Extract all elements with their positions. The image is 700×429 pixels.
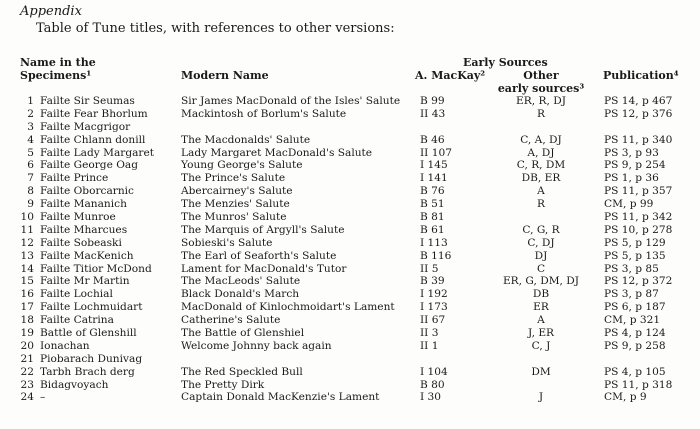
- mackay-ref: B 61: [420, 223, 445, 236]
- row-number: 14: [20, 262, 34, 275]
- mackay-ref: II 43: [420, 107, 446, 120]
- table-row: [0, 340, 700, 353]
- publication-ref: PS 12, p 372: [604, 275, 673, 288]
- publication-ref: CM, p 321: [604, 314, 661, 327]
- header-specimens-line1: Name in the: [20, 56, 96, 69]
- modern-name: The Red Speckled Bull: [181, 365, 303, 378]
- modern-name: MacDonald of Kinlochmoidart's Lament: [181, 301, 395, 314]
- modern-name: Young George's Salute: [181, 159, 303, 172]
- table-row: [0, 172, 700, 185]
- row-number: 23: [20, 378, 34, 391]
- specimen-name: Failte Mananich: [40, 198, 127, 211]
- mackay-ref: B 39: [420, 275, 445, 288]
- publication-ref: PS 4, p 124: [604, 327, 666, 340]
- specimen-name: Failte Sir Seumas: [40, 95, 135, 107]
- mackay-ref: B 80: [420, 378, 445, 391]
- table-row: [0, 95, 700, 108]
- other-sources: C, G, R: [522, 223, 560, 236]
- header-modern-name: Modern Name: [181, 69, 269, 82]
- specimen-name: Failte George Oag: [40, 159, 138, 172]
- mackay-ref: II 5: [420, 262, 439, 275]
- table-row: [0, 327, 700, 340]
- mackay-ref: B 116: [420, 249, 452, 262]
- specimen-name: Bidagvoyach: [40, 378, 109, 391]
- specimen-name: Failte Titior McDond: [40, 262, 152, 275]
- publication-ref: PS 11, p 340: [604, 133, 673, 146]
- mackay-ref: I 192: [420, 288, 448, 301]
- appendix-title: Appendix: [20, 4, 82, 19]
- other-sources: DJ: [534, 249, 548, 262]
- row-number: 22: [20, 365, 34, 378]
- table-row: [0, 121, 700, 134]
- specimen-name: Failte Macgrigor: [40, 120, 131, 133]
- publication-ref: PS 3, p 85: [604, 262, 659, 275]
- table-row: [0, 108, 700, 121]
- table-row: [0, 224, 700, 237]
- table-row: [0, 185, 700, 198]
- header-other-line2: early sources³: [497, 82, 585, 95]
- other-sources: A, DJ: [527, 146, 555, 159]
- row-number: 4: [27, 133, 34, 146]
- row-number: 1: [27, 95, 34, 107]
- specimen-name: Failte Mr Martin: [40, 275, 130, 288]
- publication-ref: PS 9, p 254: [604, 159, 666, 172]
- modern-name: Captain Donald MacKenzie's Lament: [181, 391, 380, 404]
- mackay-ref: I 141: [420, 172, 448, 185]
- specimen-name: –: [40, 391, 46, 404]
- other-sources: DB: [532, 288, 550, 301]
- other-sources: C, J: [531, 339, 551, 352]
- specimen-name: Failte Fear Bhorlum: [40, 107, 148, 120]
- mackay-ref: II 67: [420, 314, 446, 327]
- table-row: [0, 301, 700, 314]
- specimen-name: Failte Sobeaski: [40, 236, 122, 249]
- other-sources: J, ER: [527, 327, 555, 340]
- modern-name: The Pretty Dirk: [181, 378, 265, 391]
- row-number: 16: [20, 288, 34, 301]
- other-sources: R: [537, 198, 545, 211]
- modern-name: The Prince's Salute: [181, 172, 286, 185]
- header-early-sources: Early Sources: [463, 56, 548, 69]
- specimen-name: Piobarach Dunivag: [40, 352, 143, 365]
- other-sources: DB, ER: [521, 172, 561, 185]
- publication-ref: PS 3, p 87: [604, 288, 659, 301]
- modern-name: The Battle of Glenshiel: [181, 327, 305, 340]
- row-number: 18: [20, 314, 34, 327]
- mackay-ref: I 104: [420, 365, 448, 378]
- table-row: [0, 159, 700, 172]
- publication-ref: CM, p 9: [604, 391, 647, 404]
- publication-ref: PS 1, p 36: [604, 172, 659, 185]
- table-row: [0, 379, 700, 392]
- modern-name: Abercairney's Salute: [181, 185, 293, 198]
- row-number: 5: [27, 146, 34, 159]
- publication-ref: PS 12, p 376: [604, 107, 673, 120]
- mackay-ref: II 107: [420, 146, 452, 159]
- publication-ref: PS 11, p 318: [604, 378, 673, 391]
- other-sources: ER, G, DM, DJ: [502, 275, 580, 288]
- row-number: 3: [27, 120, 34, 133]
- modern-name: Sobieski's Salute: [181, 236, 273, 249]
- publication-ref: PS 9, p 258: [604, 339, 666, 352]
- modern-name: Welcome Johnny back again: [181, 339, 332, 352]
- specimen-name: Failte Oborcarnic: [40, 185, 134, 198]
- header-publication: Publication⁴: [603, 69, 679, 82]
- other-sources: J: [538, 391, 544, 404]
- header-specimens-line2: Specimens¹: [20, 69, 92, 82]
- publication-ref: PS 14, p 467: [604, 95, 673, 107]
- mackay-ref: II 3: [420, 327, 439, 340]
- mackay-ref: B 46: [420, 133, 445, 146]
- row-number: 15: [20, 275, 34, 288]
- modern-name: Black Donald's March: [181, 288, 300, 301]
- other-sources: C, A, DJ: [520, 133, 562, 146]
- specimen-name: Battle of Glenshill: [40, 327, 137, 340]
- row-number: 12: [20, 236, 34, 249]
- mackay-ref: B 51: [420, 198, 445, 211]
- row-number: 10: [20, 211, 34, 224]
- specimen-name: Failte Chlann donill: [40, 133, 146, 146]
- modern-name: The Marquis of Argyll's Salute: [181, 223, 345, 236]
- publication-ref: PS 4, p 105: [604, 365, 666, 378]
- other-sources: C, DJ: [527, 236, 555, 249]
- specimen-name: Ionachan: [40, 339, 90, 352]
- publication-ref: PS 10, p 278: [604, 223, 673, 236]
- specimen-name: Failte MacKenich: [40, 249, 134, 262]
- publication-ref: PS 6, p 187: [604, 301, 666, 314]
- row-number: 24: [20, 391, 34, 404]
- modern-name: The MacLeods' Salute: [181, 275, 301, 288]
- publication-ref: CM, p 99: [604, 198, 654, 211]
- row-number: 17: [20, 301, 34, 314]
- modern-name: The Munros' Salute: [181, 211, 287, 224]
- other-sources: C: [536, 262, 546, 275]
- row-number: 9: [27, 198, 34, 211]
- table-row: [0, 250, 700, 263]
- row-number: 7: [27, 172, 34, 185]
- modern-name: Lady Margaret MacDonald's Salute: [181, 146, 373, 159]
- mackay-ref: B 99: [420, 95, 445, 107]
- modern-name: Mackintosh of Borlum's Salute: [181, 107, 347, 120]
- mackay-ref: B 81: [420, 211, 445, 224]
- row-number: 6: [27, 159, 34, 172]
- specimen-name: Failte Mharcues: [40, 223, 128, 236]
- mackay-ref: I 113: [420, 236, 448, 249]
- mackay-ref: I 30: [420, 391, 442, 404]
- table-row: [0, 147, 700, 160]
- table-row: [0, 211, 700, 224]
- modern-name: The Macdonalds' Salute: [181, 133, 311, 146]
- publication-ref: PS 5, p 129: [604, 236, 666, 249]
- table-row: [0, 391, 700, 404]
- table-row: [0, 237, 700, 250]
- table-row: [0, 134, 700, 147]
- table-row: [0, 366, 700, 379]
- mackay-ref: I 145: [420, 159, 448, 172]
- specimen-name: Failte Munroe: [40, 211, 116, 224]
- table-caption: Table of Tune titles, with references to other versions:: [36, 21, 395, 36]
- mackay-ref: B 76: [420, 185, 445, 198]
- modern-name: The Earl of Seaforth's Salute: [181, 249, 337, 262]
- specimen-name: Failte Catrina: [40, 314, 114, 327]
- table-row: [0, 314, 700, 327]
- other-sources: DM: [531, 365, 551, 378]
- publication-ref: PS 3, p 93: [604, 146, 659, 159]
- row-number: 11: [20, 223, 34, 236]
- row-number: 2: [27, 107, 34, 120]
- header-other-line1: Other: [523, 69, 559, 82]
- modern-name: Sir James MacDonald of the Isles' Salute: [181, 95, 401, 107]
- modern-name: The Menzies' Salute: [181, 198, 290, 211]
- mackay-ref: II 1: [420, 339, 439, 352]
- specimen-name: Failte Lady Margaret: [40, 146, 155, 159]
- publication-ref: PS 11, p 357: [604, 185, 673, 198]
- specimen-name: Failte Lochmuidart: [40, 301, 143, 314]
- other-sources: ER, R, DJ: [516, 95, 566, 107]
- table-row: [0, 275, 700, 288]
- specimen-name: Failte Lochial: [40, 288, 113, 301]
- table-row: [0, 288, 700, 301]
- other-sources: A: [537, 314, 545, 327]
- table-row: [0, 198, 700, 211]
- modern-name: Lament for MacDonald's Tutor: [181, 262, 347, 275]
- other-sources: ER: [533, 301, 549, 314]
- tune-table-body: [0, 95, 700, 404]
- row-number: 20: [20, 339, 34, 352]
- specimen-name: Failte Prince: [40, 172, 109, 185]
- row-number: 19: [20, 327, 34, 340]
- row-number: 13: [20, 249, 34, 262]
- table-row: [0, 263, 700, 276]
- specimen-name: Tarbh Brach derg: [40, 365, 135, 378]
- publication-ref: PS 5, p 135: [604, 249, 666, 262]
- table-row: [0, 353, 700, 366]
- row-number: 21: [20, 352, 34, 365]
- header-mackay: A. MacKay²: [415, 69, 486, 82]
- mackay-ref: I 173: [420, 301, 448, 314]
- modern-name: Catherine's Salute: [181, 314, 281, 327]
- other-sources: R: [537, 107, 545, 120]
- other-sources: C, R, DM: [516, 159, 566, 172]
- other-sources: A: [537, 185, 545, 198]
- row-number: 8: [27, 185, 34, 198]
- publication-ref: PS 11, p 342: [604, 211, 673, 224]
